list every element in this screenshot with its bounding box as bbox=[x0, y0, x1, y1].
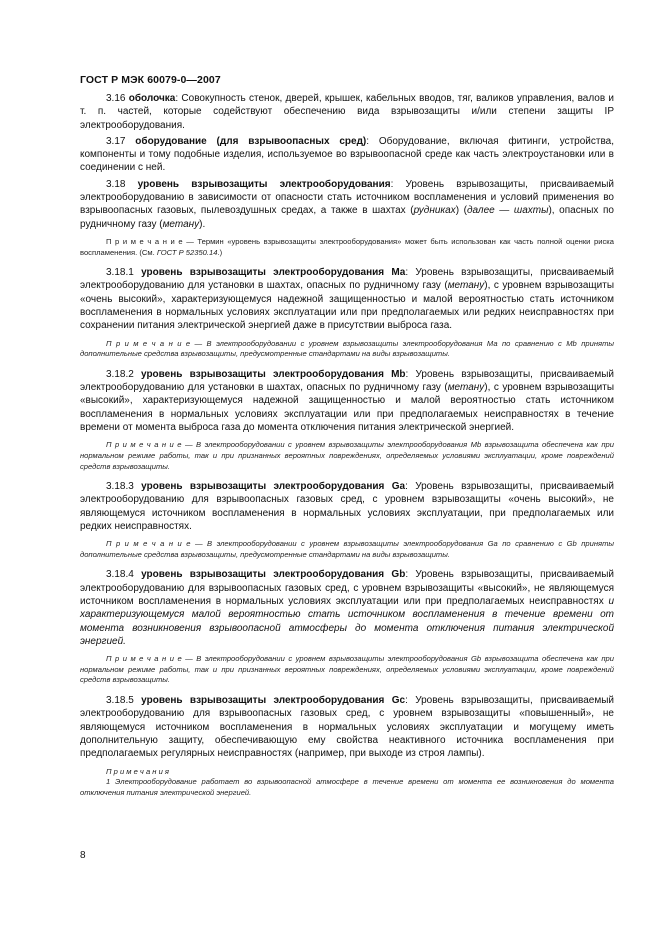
clause-number: 3.18 bbox=[106, 178, 126, 190]
clause-text: : Совокупность стенок, дверей, крышек, кабельных вводов, тяг, валиков управления, валов и т. п. частей, которые содействуют обеспечению вида взрывозащиты и/или степени защиты IP электрооборудования. bbox=[80, 93, 615, 131]
clause-text: : Уровень взрывозащиты, присваиваемый электрооборудованию для взрывоопасных газовых сред, с уровнем взрывозащиты «повышенный», не являющемуся источником воспламенения в нормальных условиях эксплуатации и могущему иметь дополнительную защиту, обеспечивающую ему свойства неактивного источника воспламенения при предполагаемых регулярных неисправностях (например, при выходе из строя лампы). bbox=[80, 695, 614, 760]
clause-text: ), с уровнем взрывозащиты «высокий», характеризующемуся надежной защищенностью и малой вероятностью стать источником воспламенения в нормальных условиях эксплуатации или при предполагаемых неисправностях в течение времени от момента выброса газа до момента отключения питания электрической энергией. bbox=[80, 382, 615, 434]
clause-number: 3.17 bbox=[106, 135, 126, 147]
note-text: — В электрооборудовании с уровнем взрывозащиты электрооборудования Ма по сравнению с Mb приняты дополнительные средства взрывозащиты, предусмотренные стандартами на виды взрывозащиты. bbox=[80, 338, 614, 359]
clause-number: 3.16 bbox=[106, 93, 126, 104]
clause-italic: далее — шахты bbox=[466, 205, 549, 217]
clause-text: ), с уровнем взрывозащиты «очень высокий», характеризующемуся надежной защищенностью и малой вероятностью стать источником воспламенения в нормальных условиях эксплуатации или при предполагаемых или редких неисправностях при сохранении питания электрической энергией даже в присутствии выброса газа. bbox=[80, 280, 615, 332]
note-text: — В электрооборудовании с уровнем взрывозащиты электрооборудования Ga по сравнению с Gb приняты дополнительные средства взрывозащиты, предусмотренные стандартами на виды взрывозащиты. bbox=[80, 539, 614, 559]
clause-italic: метану bbox=[162, 218, 200, 230]
clause-term: уровень взрывозащиты электрооборудования Gb bbox=[141, 569, 406, 581]
clause-3-18-1 bbox=[80, 266, 614, 332]
clause-term: уровень взрывозащиты электрооборудования Ма bbox=[141, 267, 406, 279]
clause-3-18-3 bbox=[80, 480, 614, 533]
clause-term: оболочка bbox=[128, 93, 176, 104]
clause-number: 3.18.4 bbox=[106, 569, 134, 581]
clause-3-18 bbox=[80, 178, 614, 231]
clause-number: 3.18.3 bbox=[106, 481, 134, 493]
clause-term: уровень взрывозащиты электрооборудования bbox=[137, 178, 391, 190]
clause-text: : Оборудование, включая фитинги, устройства, компоненты и тому подобные изделия, используемое во взрывоопасной среде как часть электроустановки или в соединении с ней. bbox=[80, 135, 614, 174]
clause-text: ). bbox=[199, 218, 206, 230]
clause-italic: и характеризующемуся малой вероятностью стать источником воспламенения в течение времени от момента возникновения взрывоопасной атмосферы до момента отключения питания электрической энергией. bbox=[80, 596, 614, 647]
clause-3-18-4 bbox=[80, 568, 614, 648]
notes-label-3-18-5: П р и м е ч а н и я bbox=[106, 766, 169, 776]
document-body bbox=[80, 92, 614, 798]
clause-3-16 bbox=[80, 92, 614, 132]
note-label: П р и м е ч а н и е bbox=[106, 338, 191, 348]
clause-number: 3.18.5 bbox=[106, 695, 134, 707]
clause-text: : Уровень взрывозащиты, присваиваемый электрооборудованию для установки в шахтах, опасных по рудничному газу ( bbox=[80, 368, 614, 394]
clause-text: : Уровень взрывозащиты, присваиваемый электрооборудованию для взрывоопасных газовых сред, с уровнем взрывозащиты «очень высокий», не являющемуся источником воспламенения в нормальных условиях эксплуатации, при предполагаемых или редких неисправностях. bbox=[80, 481, 614, 532]
note-3-18-3 bbox=[80, 539, 614, 560]
clause-term: уровень взрывозащиты электрооборудования Ga bbox=[141, 481, 406, 493]
note-label: П р и м е ч а н и е bbox=[106, 654, 182, 664]
clause-italic: рудниках bbox=[413, 205, 456, 217]
note-label: П р и м е ч а н и е bbox=[106, 236, 183, 246]
clause-term: уровень взрывозащиты электрооборудования Mb bbox=[141, 368, 406, 380]
page-number: 8 bbox=[80, 850, 86, 861]
note-3-18-5-1: 1 Электрооборудование работает во взрывоопасной атмосфере в течение времени от момента ее возникновения до момента отключения питания электрической энергией. bbox=[80, 777, 614, 797]
note-label: П р и м е ч а н и е bbox=[106, 440, 182, 450]
note-label: П р и м е ч а н и е bbox=[106, 539, 191, 549]
clause-italic: метану bbox=[447, 280, 485, 292]
note-reference: ГОСТ Р 52350.14 bbox=[156, 247, 218, 257]
clause-3-17 bbox=[80, 135, 614, 175]
document-header: ГОСТ Р МЭК 60079-0—2007 bbox=[80, 74, 221, 86]
clause-text: : Уровень взрывозащиты, присваиваемый электрооборудованию для взрывоопасных газовых сред, с уровнем взрывозащиты «высокий», не являющемуся источником воспламенения в нормальных условиях эксплуатации или при предполагаемых неисправностях bbox=[80, 569, 614, 608]
clause-3-18-5 bbox=[80, 694, 614, 760]
note-3-18-4 bbox=[80, 654, 614, 686]
note-text: — Термин «уровень взрывозащиты электрооборудования» может быть использован как часть полной оценки риска воспламенения. (См. bbox=[80, 236, 614, 257]
clause-term: оборудование (для взрывоопасных сред) bbox=[135, 135, 367, 147]
clause-text: ) ( bbox=[455, 205, 467, 217]
clause-text: : Уровень взрывозащиты, присваиваемый электрооборудованию в зависимости от опасности стать источником воспламенения и условий применения во взрывоопасных газовых, пылевоздушных средах, а также в шахтах ( bbox=[80, 178, 615, 217]
note-3-18-1 bbox=[80, 339, 614, 360]
clause-3-18-2 bbox=[80, 368, 614, 434]
note-3-18 bbox=[80, 237, 614, 258]
clause-term: уровень взрывозащиты электрооборудования Gc bbox=[141, 695, 406, 707]
clause-text: : Уровень взрывозащиты, присваиваемый электрооборудованию для установки в шахтах, опасных по рудничному газу ( bbox=[80, 267, 614, 292]
clause-italic: метану bbox=[447, 382, 485, 394]
note-text: — В электрооборудовании с уровнем взрывозащиты электрооборудования Mb взрывозащита обеспечена как при нормальном режиме работы, так и при признанных вероятных повреждениях, определяемых условиями эксплуатации, кроме повреждений средств взрывозащиты. bbox=[80, 440, 614, 471]
clause-number: 3.18.1 bbox=[106, 267, 134, 279]
note-text: — В электрооборудовании с уровнем взрывозащиты электрооборудования Gb взрывозащита обеспечена как при нормальном режиме работы, так и при признанных вероятных повреждениях, определяемых условиями эксплуатации, кроме повреждений средств взрывозащиты. bbox=[80, 654, 614, 685]
clause-number: 3.18.2 bbox=[106, 368, 134, 380]
clause-text: ), опасных по рудничному газу ( bbox=[80, 205, 614, 230]
note-3-18-2 bbox=[80, 440, 614, 472]
note-text: .) bbox=[217, 247, 223, 257]
